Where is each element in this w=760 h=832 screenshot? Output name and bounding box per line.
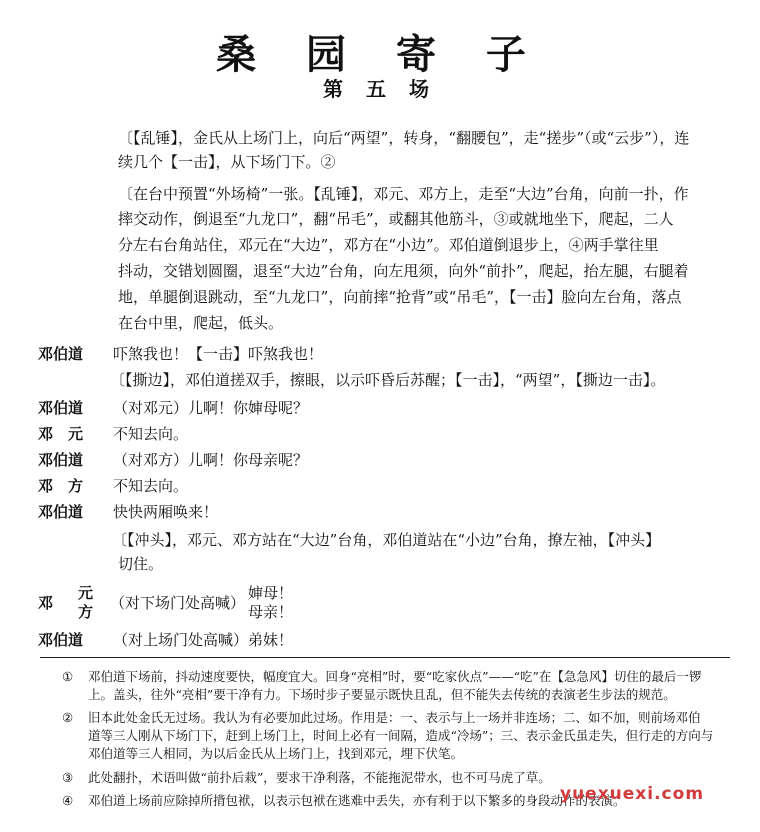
dialogue-line: （对邓元）儿啊！你婶母呢？ <box>113 399 309 417</box>
speaker-name: 邓 <box>38 594 54 612</box>
stage-direction-line: 续几个【一击】，从下场门下。② <box>118 153 336 171</box>
footnote-line: 上。盖头，往外“亮相”要干净有力。下场时步子要显示既快且乱，但不能失去传统的表演老生步法的规范。 <box>88 687 676 702</box>
dialogue-line-top: 婶母！ <box>248 584 294 602</box>
stage-direction-line: 摔交动作，倒退至“九龙口”，翻“吊毛”，或翻其他筋斗，③或就地坐下，爬起，二人 <box>118 210 674 228</box>
speaker-name: 邓伯道 <box>38 503 84 521</box>
dialogue-line-bottom: 母亲！ <box>248 603 294 621</box>
speaker-name: 邓伯道 <box>38 631 84 649</box>
footnote-line: 邓伯道等三人相同，为以后金氏从上场门上，找到邓元，埋下伏笔。 <box>88 746 464 761</box>
stage-direction-line: 〔【撕边】，邓伯道搓双手，擦眼，以示吓昏后苏醒；【一击】，“两望”，【撕边一击】。 <box>110 371 666 389</box>
speaker-name: 邓伯道 <box>38 399 84 417</box>
dialogue-line: 不知去向。 <box>113 425 189 443</box>
stage-direction-line: 在台中里，爬起，低头。 <box>118 314 284 332</box>
stage-direction-line: 分左右台角站住，邓元在“大边”，邓方在“小边”。邓伯道倒退步上，④两手掌往里 <box>118 236 659 254</box>
footnote-line: 道等三人刚从下场门下，赶到上场门上，时间上必有一间隔，造成“冷场”；三、表示金氏虽走失，但行走的方向与 <box>88 728 714 743</box>
footnote-line: 此处翻扑，术语叫做“前扑后栽”，要求干净利落，不能拖泥带水，也不可马虎了草。 <box>88 770 551 785</box>
speaker-name: 邓伯道 <box>38 451 84 469</box>
speaker-name-bottom: 方 <box>78 603 94 621</box>
dialogue-line: （对邓方）儿啊！你母亲呢？ <box>113 451 309 469</box>
speaker-name-top: 元 <box>78 584 94 602</box>
speaker-name: 邓 方 <box>38 477 84 495</box>
footnote-line: 邓伯道下场前，抖动速度要快，幅度宜大。回身“亮相”时，要“吃家伙点”——“吃”在【急急风】切住的最后一锣 <box>88 669 702 684</box>
stage-direction-line: 〔【冲头】，邓元、邓方站在“大边”台角，邓伯道站在“小边”台角，撩左袖，【冲头】 <box>112 531 661 549</box>
footnote-line: 旧本此处金氏无过场。我认为有必要加此过场。作用是：一、表示与上一场并非连场；二、如不加，则前场邓伯 <box>88 710 701 725</box>
play-title: 桑 园 寄 子 <box>216 32 544 78</box>
footnote-marker: ① <box>62 669 74 684</box>
footnote-marker: ③ <box>62 770 74 785</box>
stage-direction-line: 〔在台中预置“外场椅”一张。【乱锤】，邓元、邓方上，走至“大边”台角，向前一扑，作 <box>118 185 689 203</box>
dialogue-line: 快快两厢唤来！ <box>113 503 219 521</box>
stage-direction-line: 地，单腿倒退跳动，至“九龙口”，向前摔“抢背”或“吊毛”，【一击】脸向左台角，落点 <box>118 288 682 306</box>
stage-direction-inline: （对下场门处高喊） <box>110 594 246 612</box>
dialogue-line: （对上场门处高喊）弟妹！ <box>113 631 294 649</box>
stage-direction-line: 切住。 <box>118 555 164 573</box>
dialogue-line: 吓煞我也！【一击】吓煞我也！ <box>113 345 324 363</box>
footnote-marker: ② <box>62 710 74 725</box>
stage-direction-line: 〔【乱锤】，金氏从上场门上，向后“两望”，转身，“翻腰包”，走“搓步”（或“云步”），连 <box>118 129 690 147</box>
dialogue-line: 不知去向。 <box>113 477 189 495</box>
speaker-name: 邓伯道 <box>38 345 84 363</box>
site-watermark: yuexuexi.com <box>560 784 705 804</box>
scene-subtitle: 第 五 场 <box>323 77 437 101</box>
stage-direction-line: 抖动，交错划圆圈，退至“大边”台角，向左甩须，向外“前扑”，爬起，抬左腿，右腿着 <box>118 262 689 280</box>
footnote-line: 邓伯道上场前应除掉所揹包袱，以表示包袱在逃难中丢失，亦有利于以下繁多的身段动作的表演。 <box>88 793 626 808</box>
footnote-marker: ④ <box>62 793 74 808</box>
footnote-divider <box>40 657 730 658</box>
speaker-name: 邓 元 <box>38 425 84 443</box>
